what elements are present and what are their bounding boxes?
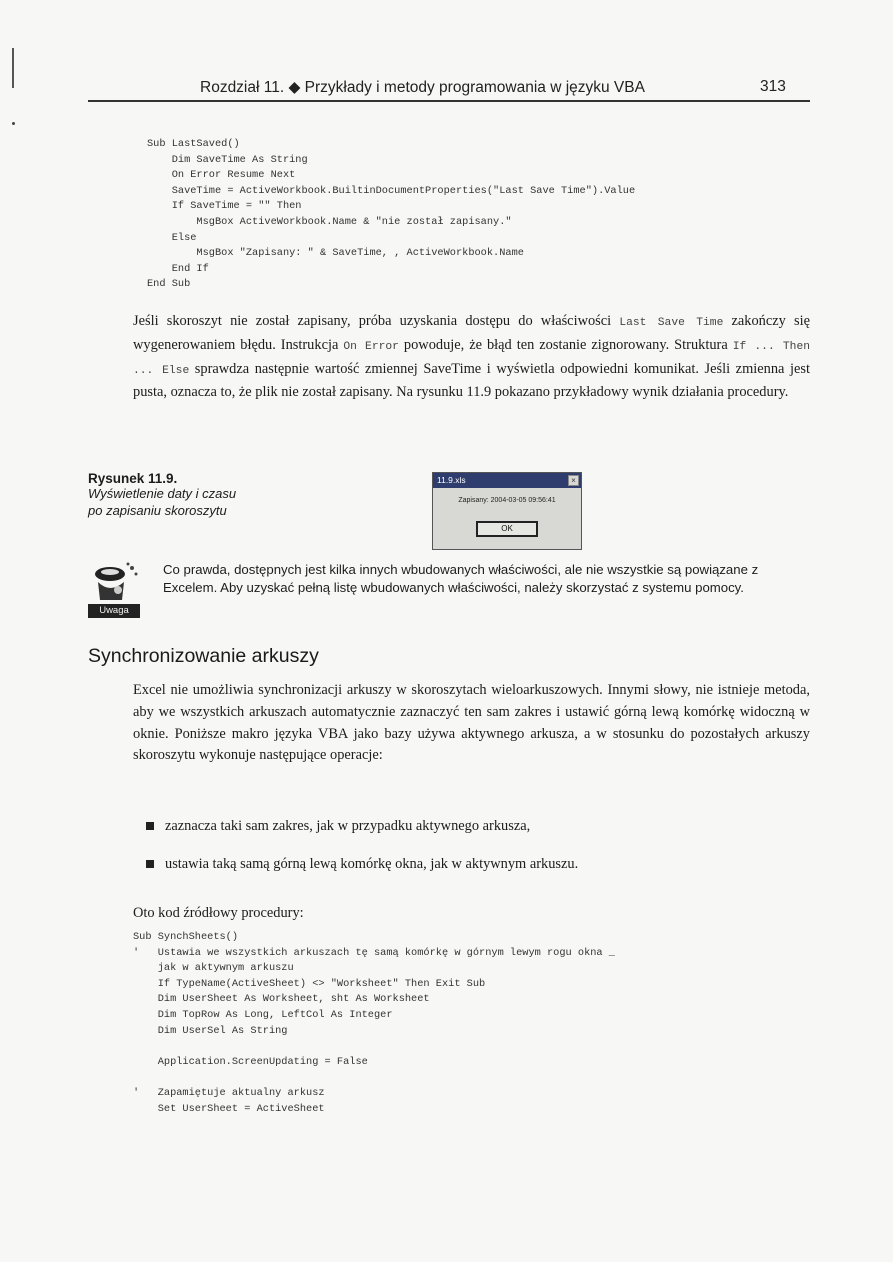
code-line: On Error Resume Next: [147, 169, 296, 182]
scan-margin-mark: [12, 48, 14, 88]
code-line: Else: [147, 231, 197, 244]
list-item-text: ustawia taką samą górną lewą komórkę okna, jak w aktywnym arkuszu.: [165, 855, 579, 872]
note-illustration-icon: [88, 560, 140, 606]
note-icon: [88, 560, 140, 620]
code-line: SaveTime = ActiveWorkbook.BuiltinDocumentProperties("Last Save Time").Value: [147, 184, 636, 197]
section-paragraph: Excel nie umożliwia synchronizacji arkuszy w skoroszytach wieloarkuszowych. Innymi słowy, nie istnieje metoda, aby we wszystkich arkuszach automatycznie zaznaczyć ten sam zakres i ustawić górną lewą komórkę widoczną w oknie. Poniższe makro języka VBA jako bazy używa aktywnego arkusza, a w stosunku do pozostałych arkuszy skoroszytu wykonuje następujące operacje:: [133, 682, 810, 764]
text-run: zakończy się wygenerowaniem błędu. Instrukcja: [133, 313, 810, 353]
code-line: Dim SaveTime As String: [147, 153, 308, 166]
scan-margin-dot: [12, 122, 15, 125]
text-run: i wyświetla odpowiedni komunikat. Jeśli zmienna jest pusta, oznacza to, że plik nie został zapisany. Na rysunku 11.9 pokazano przykładowy wynik działania procedury.: [133, 360, 810, 401]
inline-code: On Error: [343, 340, 399, 353]
header-rule: [88, 100, 810, 102]
inline-code: Last Save Time: [619, 317, 724, 329]
close-icon[interactable]: ×: [568, 475, 579, 486]
code-line: [133, 1039, 615, 1055]
code-line: Dim UserSheet As Worksheet, sht As Worksheet: [133, 993, 430, 1006]
dialog-title: 11.9.xls: [437, 475, 466, 485]
figure-caption-text: Wyświetlenie daty i czasu po zapisaniu skoroszytu: [88, 486, 237, 518]
list-item: [146, 854, 826, 875]
text-run: powoduje, że błąd ten zostanie zignorowany. Struktura: [398, 336, 733, 353]
code-intro: Oto kod źródłowy procedury:: [133, 905, 304, 921]
paragraph-lastsaved-explanation: [133, 311, 810, 404]
code-line: Dim TopRow As Long, LeftCol As Integer: [133, 1008, 393, 1021]
text-run: Jeśli skoroszyt nie został zapisany, próba uzyskania dostępu do właściwości: [133, 313, 620, 329]
inline-code: If ... Then ... Else: [133, 340, 811, 377]
bullet-list: [146, 816, 826, 891]
figure-label: Rysunek 11.9.: [88, 471, 178, 486]
code-line: MsgBox "Zapisany: " & SaveTime, , ActiveWorkbook.Name: [147, 247, 524, 260]
text-run: sprawdza następnie wartość zmiennej: [189, 360, 424, 377]
dialog-titlebar: [433, 473, 581, 488]
page-number: 313: [760, 78, 786, 95]
code-line: jak w aktywnym arkuszu: [133, 962, 294, 975]
running-head: Rozdział 11. ◆ Przykłady i metody programowania w języku VBA: [200, 79, 645, 96]
code-line: ' Ustawia we wszystkich arkuszach tę samą komórkę w górnym lewym rogu okna _: [133, 946, 615, 959]
dialog-message: Zapisany: 2004-03-05 09:56:41: [458, 497, 556, 504]
code-line: Sub LastSaved(): [147, 138, 240, 150]
code-line: ' Zapamiętuje aktualny arkusz: [133, 1086, 325, 1099]
text-run: SaveTime: [423, 360, 482, 377]
code-line: Application.ScreenUpdating = False: [133, 1055, 368, 1068]
code-block-lastsaved: [147, 137, 635, 293]
code-line: [133, 1070, 615, 1086]
code-line: Dim UserSel As String: [133, 1024, 288, 1037]
figure-caption: [88, 471, 248, 519]
code-line: If SaveTime = "" Then: [147, 200, 302, 213]
code-line: Sub SynchSheets(): [133, 931, 239, 943]
list-item: [146, 816, 826, 837]
code-line: Set UserSheet = ActiveSheet: [133, 1102, 325, 1115]
msgbox-dialog: [432, 472, 582, 550]
note-text: Co prawda, dostępnych jest kilka innych wbudowanych właściwości, ale nie wszystkie są powiązane z Excelem. Aby uzyskać pełną listę wbudowanych właściwości, należy skorzystać z systemu pomocy.: [163, 562, 759, 596]
code-block-synchsheets: [133, 930, 615, 1117]
bullet-icon: [146, 860, 154, 868]
list-item-text: zaznacza taki sam zakres, jak w przypadku aktywnego arkusza,: [165, 818, 531, 834]
section-heading: Synchronizowanie arkuszy: [88, 645, 319, 667]
bullet-icon: [146, 822, 154, 830]
code-line: If TypeName(ActiveSheet) <> "Worksheet" Then Exit Sub: [133, 977, 486, 990]
ok-button[interactable]: OK: [476, 521, 538, 537]
code-line: End If: [147, 262, 209, 275]
code-line: MsgBox ActiveWorkbook.Name & "nie został zapisany.": [147, 215, 512, 228]
note-label: Uwaga: [88, 604, 140, 618]
code-line: End Sub: [147, 278, 191, 291]
